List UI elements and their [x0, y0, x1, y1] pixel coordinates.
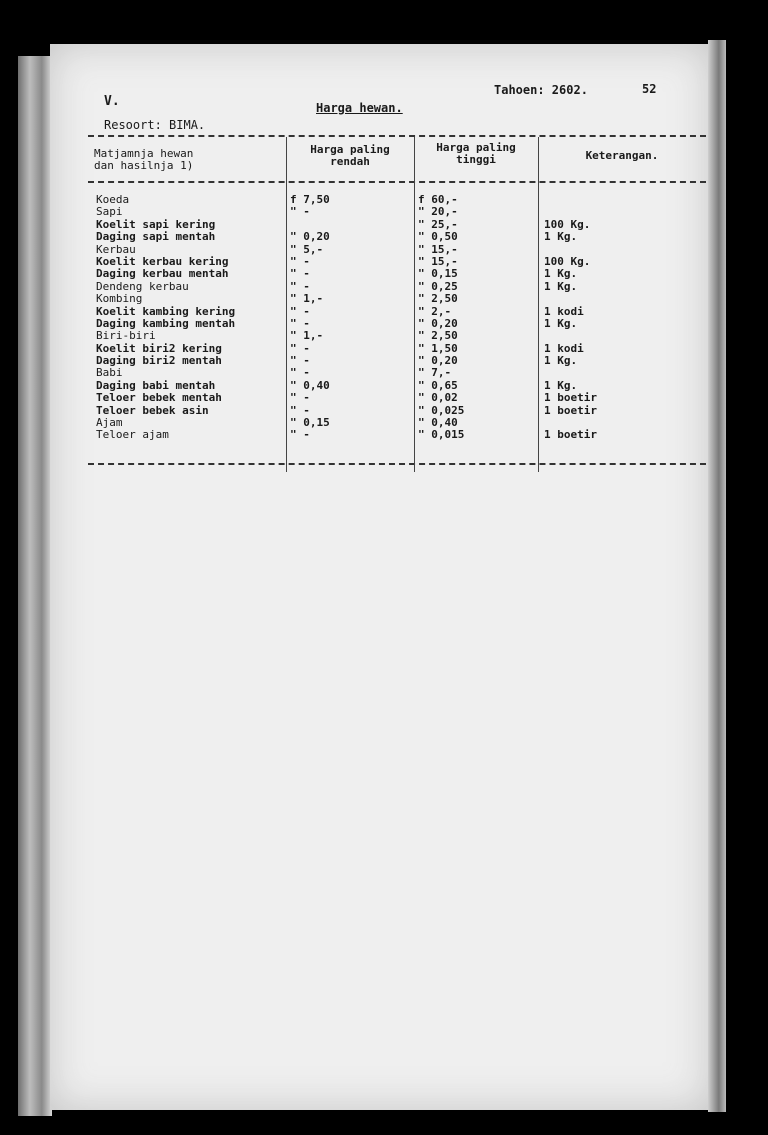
table-cell-name: Daging biri2 mentah	[96, 355, 222, 368]
table-cell-name: Kerbau	[96, 243, 136, 256]
header-high-line1: Harga paling	[436, 141, 516, 154]
table-cell-ket: 1 kodi	[544, 305, 584, 318]
column-divider	[538, 137, 539, 472]
table-cell-low: " 5,-	[290, 243, 324, 256]
table-cell-ket: 1 Kg.	[544, 317, 578, 330]
table-cell-name: Koelit kambing kering	[96, 305, 236, 318]
table-cell-low: " -	[290, 404, 310, 417]
column-type	[96, 194, 286, 442]
table-cell-ket: 100 Kg.	[544, 218, 591, 231]
table-cell-low: " -	[290, 342, 310, 355]
table-cell-name: Koelit biri2 kering	[96, 342, 222, 355]
book-left-edge	[18, 56, 52, 1116]
table-cell-name: Dendeng kerbau	[96, 280, 189, 293]
section-number: V.	[104, 94, 120, 109]
table-cell-ket	[544, 206, 694, 218]
header-type-line1: Matjamnja hewan	[94, 147, 194, 160]
table-cell-name: Daging kerbau mentah	[96, 268, 229, 281]
table-top-rule	[88, 135, 706, 137]
table-cell-high: " 0,20	[418, 317, 458, 330]
table-cell-ket: 1 Kg.	[544, 379, 578, 392]
table-cell-low: " -	[290, 280, 310, 293]
page-number: 52	[642, 82, 657, 96]
table-bottom-rule	[88, 463, 706, 465]
table-cell-high: " 0,25	[418, 280, 458, 293]
table-cell-name: Daging babi mentah	[96, 379, 216, 392]
table-cell-low: " 0,15	[290, 417, 330, 430]
header-ket	[542, 150, 702, 162]
header-type	[94, 148, 284, 172]
header-high-line2: tinggi	[456, 153, 496, 166]
table-cell-high: " 15,-	[418, 255, 458, 268]
table-cell-high: " 0,015	[418, 429, 465, 442]
table-cell-high: " 2,50	[418, 330, 458, 343]
table-cell-name: Koelit kerbau kering	[96, 255, 229, 268]
table-cell-ket	[544, 194, 694, 206]
column-remarks	[544, 194, 694, 442]
table-cell-high: " 0,50	[418, 231, 458, 244]
header-ket-line1: Keterangan.	[585, 149, 659, 162]
header-low	[288, 144, 412, 168]
table-cell-ket: 1 Kg.	[544, 268, 578, 281]
table-cell-low: " -	[290, 429, 310, 442]
table-cell-ket	[544, 244, 694, 256]
table-cell-low: " 1,-	[290, 293, 324, 306]
table-cell-low: " -	[290, 392, 310, 405]
table-cell-ket: 1 kodi	[544, 342, 584, 355]
table-cell-low: " -	[290, 268, 310, 281]
table-cell-name: Teloer bebek mentah	[96, 392, 222, 405]
page-title: Harga hewan.	[316, 101, 403, 115]
table-cell-high: " 0,40	[418, 417, 458, 430]
table-cell-name: Daging kambing mentah	[96, 317, 236, 330]
table-cell-low: " -	[290, 367, 310, 380]
table-cell-high: " 0,02	[418, 392, 458, 405]
table-cell-high: " 2,-	[418, 305, 452, 318]
table-cell-low	[290, 219, 410, 231]
table-cell-high: " 15,-	[418, 243, 458, 256]
table-cell-ket	[544, 417, 694, 429]
table-cell-high: " 1,50	[418, 342, 458, 355]
header-low-line2: rendah	[330, 155, 370, 168]
table-cell-high: " 20,-	[418, 206, 458, 219]
table-cell-ket: 1 boetir	[544, 392, 597, 405]
header-high	[416, 142, 536, 166]
table-cell-name: Babi	[96, 367, 123, 380]
book-right-edge	[708, 40, 726, 1112]
table-cell-low: " -	[290, 305, 310, 318]
table-cell-low: " 0,20	[290, 231, 330, 244]
column-high-price	[418, 194, 534, 442]
table-cell-ket: 1 boetir	[544, 404, 597, 417]
table-cell-name: Teloer ajam	[96, 429, 169, 442]
year-label: Tahoen: 2602.	[494, 83, 588, 97]
column-divider	[286, 137, 287, 472]
column-divider	[414, 137, 415, 472]
header-low-line1: Harga paling	[310, 143, 390, 156]
table-cell-low: " -	[290, 206, 310, 219]
table-cell-ket: 100 Kg.	[544, 255, 591, 268]
table-cell-low: " 0,40	[290, 379, 330, 392]
table-cell-name: Sapi	[96, 206, 123, 219]
table-cell-ket	[544, 293, 694, 305]
table-cell-low: " 1,-	[290, 330, 324, 343]
table-cell-high: " 0,65	[418, 379, 458, 392]
table-cell-name: Biri-biri	[96, 330, 156, 343]
table-cell-high: " 25,-	[418, 218, 458, 231]
table-cell-high: " 0,15	[418, 268, 458, 281]
header-type-line2: dan hasilnja 1)	[94, 159, 194, 172]
table-header-rule	[88, 181, 706, 183]
table-cell-name: Teloer bebek asin	[96, 404, 209, 417]
table-cell-ket	[544, 330, 694, 342]
table-cell-ket: 1 Kg.	[544, 280, 578, 293]
table-cell-high: f 60,-	[418, 194, 458, 206]
table-cell-ket: 1 Kg.	[544, 355, 578, 368]
table-cell-low: " -	[290, 355, 310, 368]
table-cell-name: Daging sapi mentah	[96, 231, 216, 244]
resort-label: Resoort: BIMA.	[104, 118, 206, 132]
table-cell-high: " 2,50	[418, 293, 458, 306]
table-cell-high: " 0,025	[418, 404, 465, 417]
table-cell-low: f 7,50	[290, 194, 330, 206]
table-cell-ket: 1 Kg.	[544, 231, 578, 244]
table-cell-high: " 0,20	[418, 355, 458, 368]
table-cell-name: Koelit sapi kering	[96, 218, 216, 231]
column-low-price	[290, 194, 410, 442]
table-cell-ket: 1 boetir	[544, 429, 597, 442]
table-cell-low: " -	[290, 255, 310, 268]
table-cell-name: Kombing	[96, 293, 143, 306]
table-cell-high: " 7,-	[418, 367, 452, 380]
table-cell-name: Koeda	[96, 194, 130, 206]
price-table	[88, 131, 706, 480]
table-cell-low: " -	[290, 317, 310, 330]
table-cell-name: Ajam	[96, 417, 123, 430]
table-cell-ket	[544, 367, 694, 379]
